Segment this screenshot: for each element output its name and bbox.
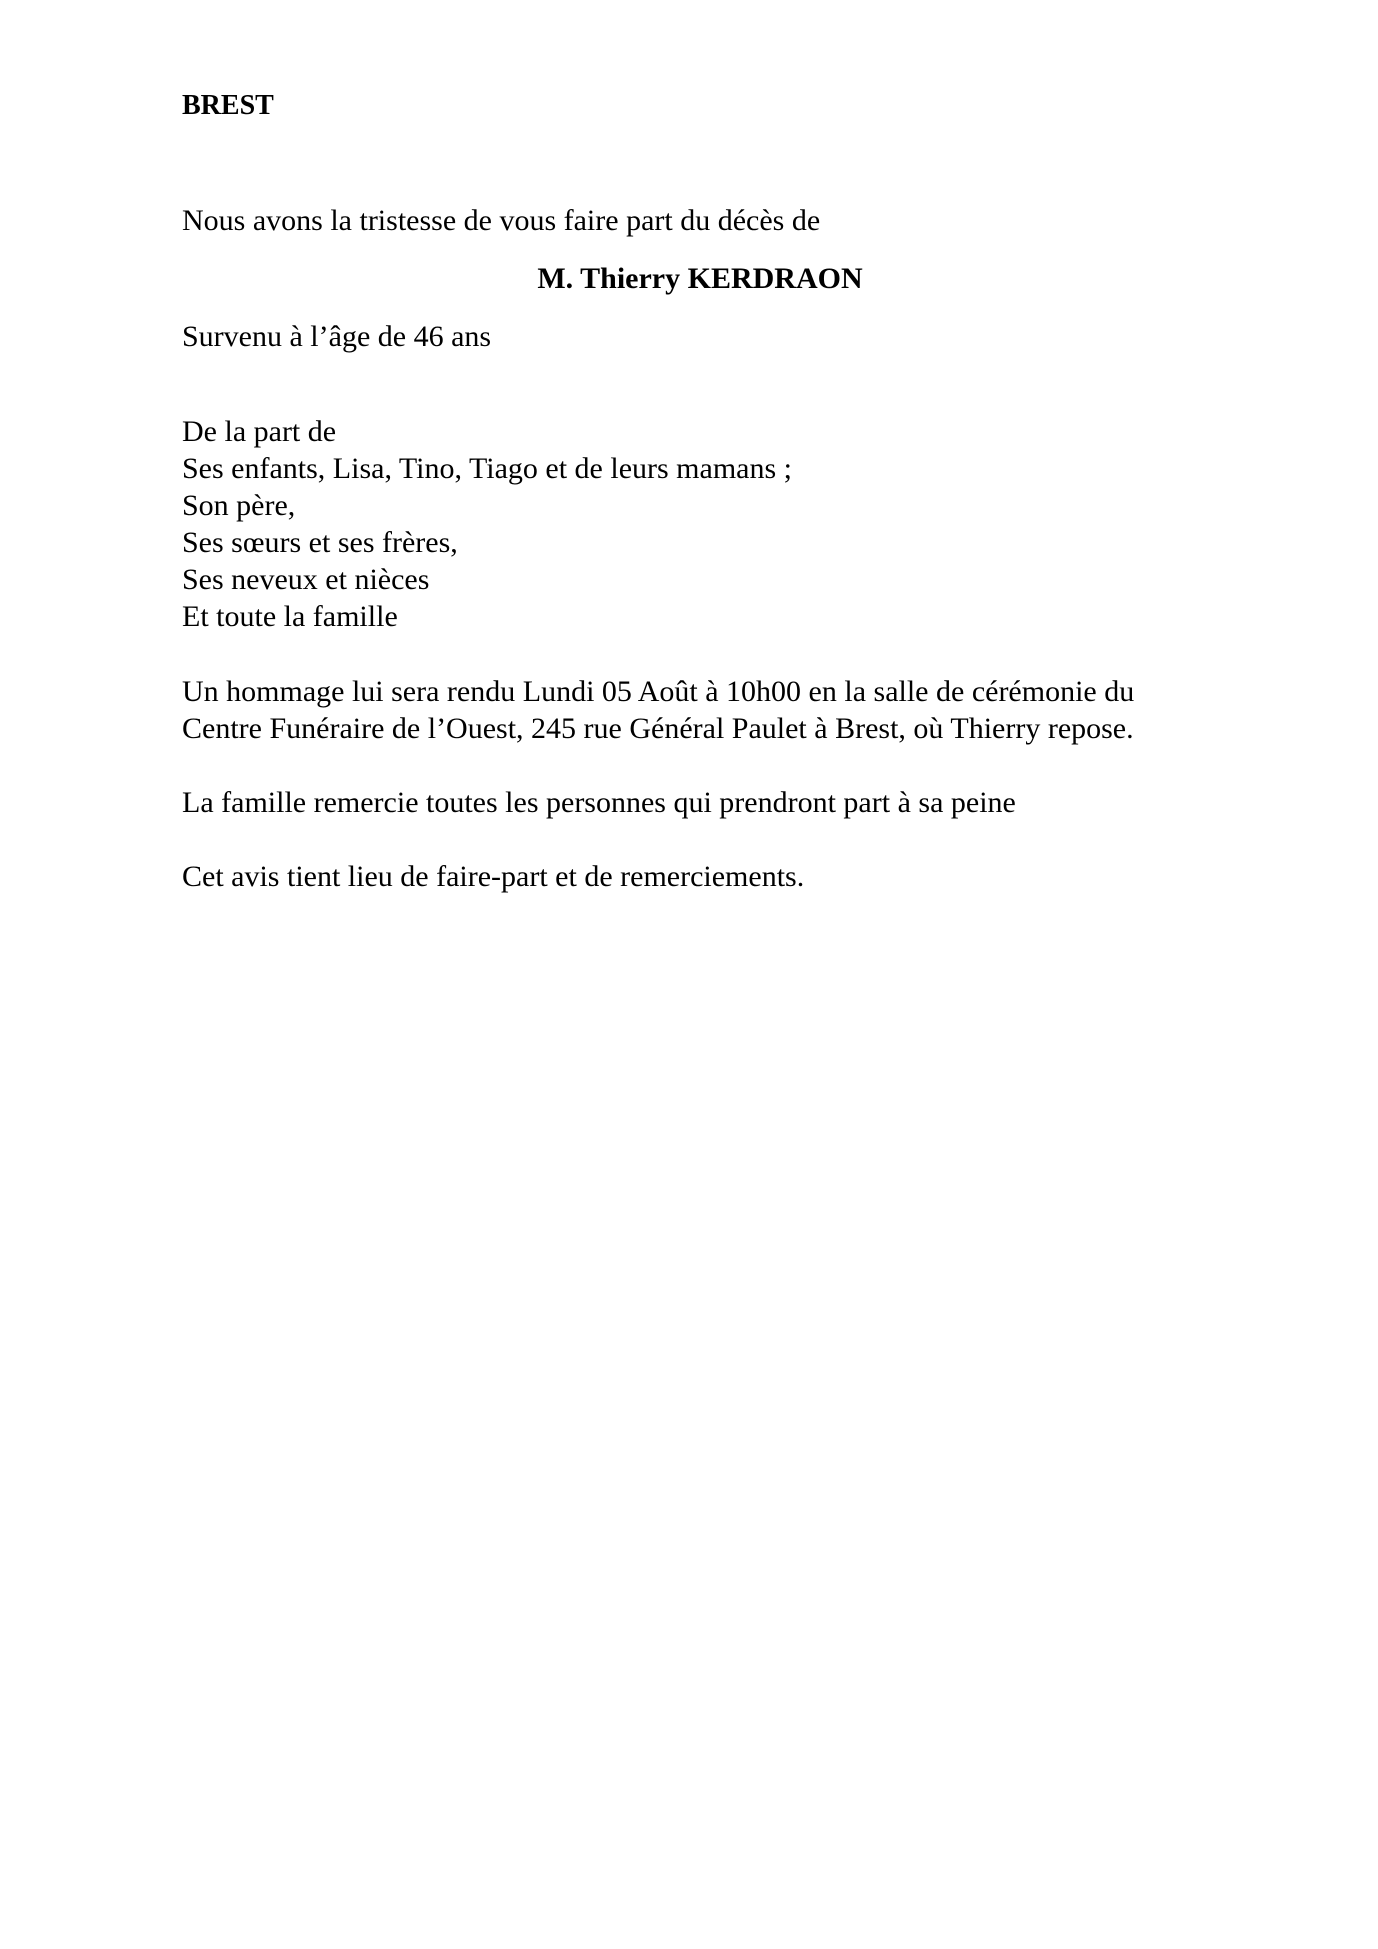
family-member-father: Son père, [182, 489, 296, 522]
ceremony-line-2: Centre Funéraire de l’Ouest, 245 rue Général Paulet à Brest, où Thierry repose. [182, 712, 1134, 745]
deceased-name: M. Thierry KERDRAON [537, 262, 863, 295]
age-text: Survenu à l’âge de 46 ans [182, 320, 492, 353]
ceremony-line-1: Un hommage lui sera rendu Lundi 05 Août à 10h00 en la salle de cérémonie du [182, 675, 1135, 708]
intro-text: Nous avons la tristesse de vous faire part du décès de [182, 204, 821, 237]
family-heading: De la part de [182, 415, 337, 448]
family-member-siblings: Ses sœurs et ses frères, [182, 526, 458, 559]
city-heading: BREST [182, 90, 274, 121]
family-member-children: Ses enfants, Lisa, Tino, Tiago et de leurs mamans ; [182, 452, 792, 485]
notice-text: Cet avis tient lieu de faire-part et de remerciements. [182, 860, 805, 893]
family-member-nephews: Ses neveux et nièces [182, 563, 430, 596]
family-member-all: Et toute la famille [182, 600, 398, 633]
thanks-text: La famille remercie toutes les personnes qui prendront part à sa peine [182, 786, 1016, 819]
